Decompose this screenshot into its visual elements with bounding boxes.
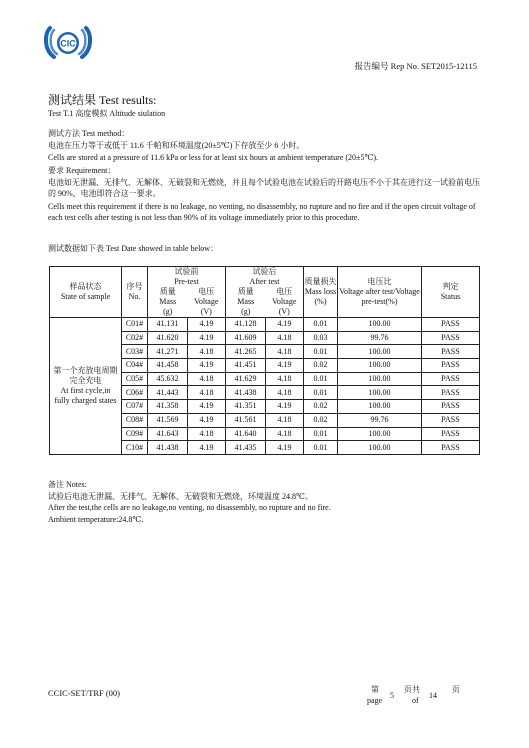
cell-pre-mass: 41.620 bbox=[148, 331, 188, 345]
cell-mass-loss: 0.02 bbox=[304, 400, 338, 414]
cell-pre-voltage: 4.19 bbox=[188, 318, 226, 332]
report-number: 报告编号 Rep No. SET2015-12115 bbox=[354, 61, 477, 71]
section-title: 测试结果 Test results: bbox=[48, 93, 157, 107]
cell-pre-mass: 41.569 bbox=[148, 413, 188, 427]
cell-voltage-ratio: 100.00 bbox=[338, 441, 422, 455]
notes-label: 备注 Notes: bbox=[48, 480, 87, 489]
cell-voltage-ratio: 99.76 bbox=[338, 331, 422, 345]
col-state-header: 样品状态 State of sample bbox=[50, 267, 122, 318]
cell-sample-no: C07# bbox=[122, 400, 148, 414]
cell-after-voltage: 4.18 bbox=[266, 372, 304, 386]
cell-pre-mass: 41.458 bbox=[148, 359, 188, 373]
cell-sample-no: C08# bbox=[122, 413, 148, 427]
method-label: 测试方法 Test method： bbox=[48, 129, 130, 138]
cell-pre-mass: 41.358 bbox=[148, 400, 188, 414]
cell-voltage-ratio: 100.00 bbox=[338, 400, 422, 414]
col-pretest-header: 试验前 Pre-test bbox=[148, 267, 226, 288]
cell-pre-voltage: 4.18 bbox=[188, 427, 226, 441]
col-no-header: 序号 No. bbox=[122, 267, 148, 318]
col-pre-voltage-header: 电压 Voltage (V) bbox=[188, 287, 226, 318]
cell-voltage-ratio: 100.00 bbox=[338, 345, 422, 359]
cell-status: PASS bbox=[422, 400, 480, 414]
cell-status: PASS bbox=[422, 318, 480, 332]
requirement-text-cn: 电池如无泄漏、无排气、无解体、无破裂和无燃烧，并且每个试验电池在试验后的开路电压不小于其在进行这一试验前电压的 90%，电池即符合这一要求。 bbox=[48, 178, 480, 198]
cell-mass-loss: 0.01 bbox=[304, 318, 338, 332]
cell-status: PASS bbox=[422, 331, 480, 345]
page-total: 14 bbox=[429, 691, 437, 700]
col-status-header: 判定 Status bbox=[422, 267, 480, 318]
page-number: 5 bbox=[390, 691, 394, 700]
col-voltage-ratio-header: 电压比 Voltage after test/Voltage pre-test(%) bbox=[338, 267, 422, 318]
test-subtitle: Test T.1 高度模拟 Altitude siulation bbox=[48, 109, 166, 118]
notes-text-cn: 试验后电池无泄漏、无排气、无解体、无破裂和无燃烧，环境温度 24.8℃。 bbox=[48, 491, 313, 501]
of-label-cn: 页共 bbox=[404, 685, 420, 694]
cell-after-mass: 41.561 bbox=[226, 413, 266, 427]
cell-voltage-ratio: 100.00 bbox=[338, 318, 422, 332]
cell-after-voltage: 4.18 bbox=[266, 345, 304, 359]
cell-pre-voltage: 4.19 bbox=[188, 400, 226, 414]
cell-sample-state bbox=[50, 318, 122, 455]
cell-sample-no: C01# bbox=[122, 318, 148, 332]
cell-pre-mass: 41.643 bbox=[148, 427, 188, 441]
cell-sample-no: C05# bbox=[122, 372, 148, 386]
cell-status: PASS bbox=[422, 427, 480, 441]
cell-after-mass: 41.451 bbox=[226, 359, 266, 373]
cell-after-voltage: 4.19 bbox=[266, 318, 304, 332]
cell-sample-no: C09# bbox=[122, 427, 148, 441]
col-after-mass-header: 质量 Mass (g) bbox=[226, 287, 266, 318]
cell-pre-voltage: 4.19 bbox=[188, 441, 226, 455]
cell-after-mass: 41.640 bbox=[226, 427, 266, 441]
cell-mass-loss: 0.03 bbox=[304, 331, 338, 345]
cell-pre-voltage: 4.19 bbox=[188, 331, 226, 345]
cell-status: PASS bbox=[422, 359, 480, 373]
cell-pre-mass: 41.438 bbox=[148, 441, 188, 455]
page-indicator bbox=[367, 684, 472, 710]
cell-mass-loss: 0.01 bbox=[304, 441, 338, 455]
cell-pre-voltage: 4.18 bbox=[188, 372, 226, 386]
results-table-body bbox=[50, 318, 480, 455]
cell-after-mass: 41.629 bbox=[226, 372, 266, 386]
page-suffix-cn: 页 bbox=[452, 685, 460, 694]
cell-after-mass: 41.265 bbox=[226, 345, 266, 359]
cell-sample-no: C04# bbox=[122, 359, 148, 373]
cell-after-voltage: 4.19 bbox=[266, 441, 304, 455]
cell-after-mass: 41.351 bbox=[226, 400, 266, 414]
sample-state-cn: 第一个充放电周期完全充电 bbox=[53, 365, 118, 385]
cell-status: PASS bbox=[422, 345, 480, 359]
cell-voltage-ratio: 100.00 bbox=[338, 359, 422, 373]
cell-after-mass: 41.128 bbox=[226, 318, 266, 332]
cell-voltage-ratio: 100.00 bbox=[338, 372, 422, 386]
company-logo bbox=[42, 24, 94, 62]
cell-mass-loss: 0.02 bbox=[304, 413, 338, 427]
method-text-cn: 电池在压力等于或低于 11.6 千帕和环境温度(20±5℃)下存放至少 6 小时。 bbox=[48, 141, 305, 150]
cell-sample-no: C02# bbox=[122, 331, 148, 345]
cell-pre-mass: 41.443 bbox=[148, 386, 188, 400]
cell-pre-voltage: 4.18 bbox=[188, 345, 226, 359]
cell-mass-loss: 0.02 bbox=[304, 359, 338, 373]
cell-after-voltage: 4.18 bbox=[266, 386, 304, 400]
col-pre-mass-header: 质量 Mass (g) bbox=[148, 287, 188, 318]
sample-state-en: At first cycle,in fully charged states bbox=[54, 385, 117, 405]
cell-status: PASS bbox=[422, 386, 480, 400]
page-label-cn: 第 bbox=[371, 685, 379, 694]
cell-voltage-ratio: 100.00 bbox=[338, 427, 422, 441]
results-table bbox=[49, 266, 480, 455]
table-row bbox=[50, 318, 480, 332]
logo-text: CIC bbox=[60, 38, 76, 49]
cell-voltage-ratio: 99.76 bbox=[338, 413, 422, 427]
cell-after-voltage: 4.19 bbox=[266, 400, 304, 414]
cell-sample-no: C06# bbox=[122, 386, 148, 400]
cell-pre-mass: 41.271 bbox=[148, 345, 188, 359]
cell-voltage-ratio: 100.00 bbox=[338, 386, 422, 400]
cell-mass-loss: 0.01 bbox=[304, 427, 338, 441]
cell-mass-loss: 0.01 bbox=[304, 386, 338, 400]
col-massloss-header: 质量损失 Mass loss (%) bbox=[304, 267, 338, 318]
col-after-voltage-header: 电压 Voltage (V) bbox=[266, 287, 304, 318]
requirement-label: 要求 Requirement： bbox=[48, 166, 116, 175]
cell-after-voltage: 4.19 bbox=[266, 359, 304, 373]
cell-pre-mass: 41.131 bbox=[148, 318, 188, 332]
requirement-text-en: Cells meet this requirement if there is no leakage, no venting, no disassembly, no rupture and no fire and if the open circuit voltage of each test cells after testing is not less than 90% of its voltage immediately prior to this procedure. bbox=[48, 202, 476, 222]
notes-temperature: Ambient temperature:24.8℃. bbox=[48, 514, 144, 524]
cell-pre-voltage: 4.19 bbox=[188, 413, 226, 427]
col-aftertest-header: 试验后 After test bbox=[226, 267, 304, 288]
notes-block bbox=[48, 479, 331, 525]
cell-sample-no: C10# bbox=[122, 441, 148, 455]
cell-status: PASS bbox=[422, 413, 480, 427]
cell-mass-loss: 0.01 bbox=[304, 345, 338, 359]
cell-sample-no: C03# bbox=[122, 345, 148, 359]
cell-after-mass: 41.438 bbox=[226, 386, 266, 400]
data-table-label: 测试数据如下表 Test Date showed in table below： bbox=[48, 244, 219, 253]
header-row-1 bbox=[50, 267, 480, 288]
cell-after-voltage: 4.18 bbox=[266, 427, 304, 441]
cell-pre-voltage: 4.18 bbox=[188, 386, 226, 400]
method-text-en: Cells are stored at a pressure of 11.6 kPa or less for at least six hours at ambient temperature (20±5℃). bbox=[48, 153, 379, 162]
page-label-en: page bbox=[367, 696, 383, 705]
form-id: CCIC-SET/TRF (00) bbox=[48, 688, 121, 698]
of-label-en: of bbox=[412, 696, 419, 705]
cell-mass-loss: 0.01 bbox=[304, 372, 338, 386]
cell-pre-voltage: 4.19 bbox=[188, 359, 226, 373]
cell-pre-mass: 45.632 bbox=[148, 372, 188, 386]
cell-after-voltage: 4.18 bbox=[266, 331, 304, 345]
cell-after-mass: 41.609 bbox=[226, 331, 266, 345]
cell-after-mass: 41.435 bbox=[226, 441, 266, 455]
cell-status: PASS bbox=[422, 441, 480, 455]
notes-text-en: After the test,the cells are no leakage,no venting, no disassembly, no rupture and no fire. bbox=[48, 503, 331, 512]
cell-status: PASS bbox=[422, 372, 480, 386]
cell-after-voltage: 4.18 bbox=[266, 413, 304, 427]
